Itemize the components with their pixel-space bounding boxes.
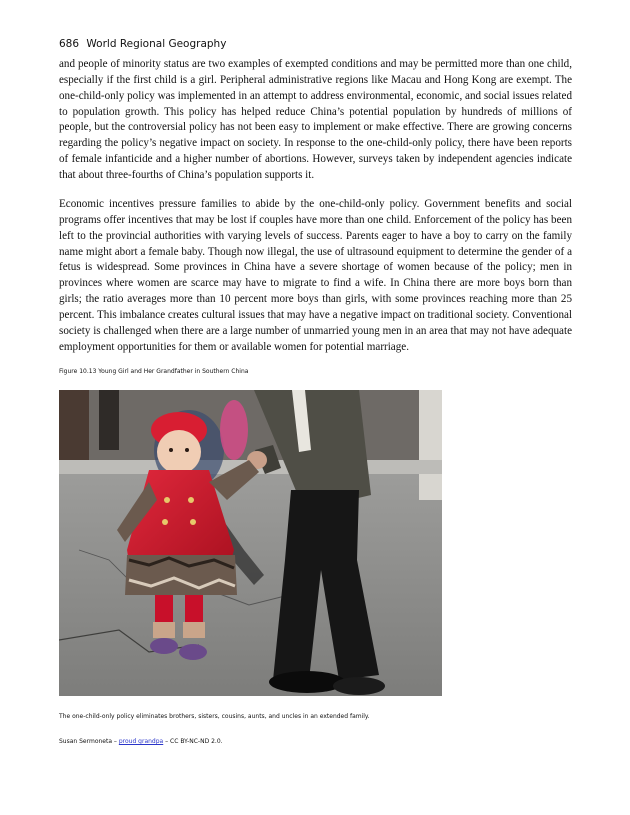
credit-link[interactable]: proud grandpa: [118, 738, 164, 745]
credit-license: – CC BY-NC-ND 2.0.: [163, 738, 223, 745]
book-title: World Regional Geography: [86, 38, 227, 50]
child-shoe: [150, 638, 178, 654]
photo-illustration: [59, 390, 442, 696]
running-header: [59, 38, 226, 50]
grandfather-shoe: [269, 671, 345, 693]
figure-credit: [59, 738, 223, 745]
child-face: [157, 430, 201, 474]
figure-description: The one-child-only policy eliminates brothers, sisters, cousins, aunts, and uncles in an extended family.: [59, 713, 370, 720]
figure-photo: [59, 390, 442, 696]
page-number: 686: [59, 38, 80, 50]
credit-author: Susan Sermoneta –: [59, 738, 119, 745]
body-paragraph-2: Economic incentives pressure families to abide by the one-child-only policy. Government benefits and social programs offer incentives that may be lost if couples have more than one child. Enforcement of the policy has been left to the provincial authorities with varying levels of success. Parents eager to have a boy to carry on the family name might abort a female baby. Though now illegal, the use of ultrasound equipment to determine the gender of a fetus is widespread. Some provinces in China have a severe shortage of women because of the policy; men in provinces where women are scarce may have to migrate to find a wife. In China there are more boys born than girls; the ratio averages more than 10 percent more boys than girls, with some provinces reaching more than 25 percent. This imbalance creates cultural issues that may have a negative impact on traditional society. Conventional society is challenged when there are a large number of unmarried young men in an area that may not have adequate employment opportunities for them or available women for potential marriage.: [59, 198, 572, 353]
body-paragraph-1: and people of minority status are two examples of exempted conditions and may be permitted more than one child, especially if the first child is a girl. Peripheral administrative regions like Macau and Hong Kong are exempt. The one-child-only policy was implemented in an attempt to address environmental, economic, and social issues related to population growth. This policy has helped reduce China’s potential population by hundreds of millions of people, but the controversial policy has not been easy to implement or make effective. There are growing concerns regarding the policy’s negative impact on society. In response to the one-child-only policy, there have been reports of female infanticide and a higher number of abortions. However, surveys taken by independent agencies indicate that about three-fourths of China’s population supports it.: [59, 58, 572, 181]
figure-label: Figure 10.13 Young Girl and Her Grandfather in Southern China: [59, 368, 249, 375]
